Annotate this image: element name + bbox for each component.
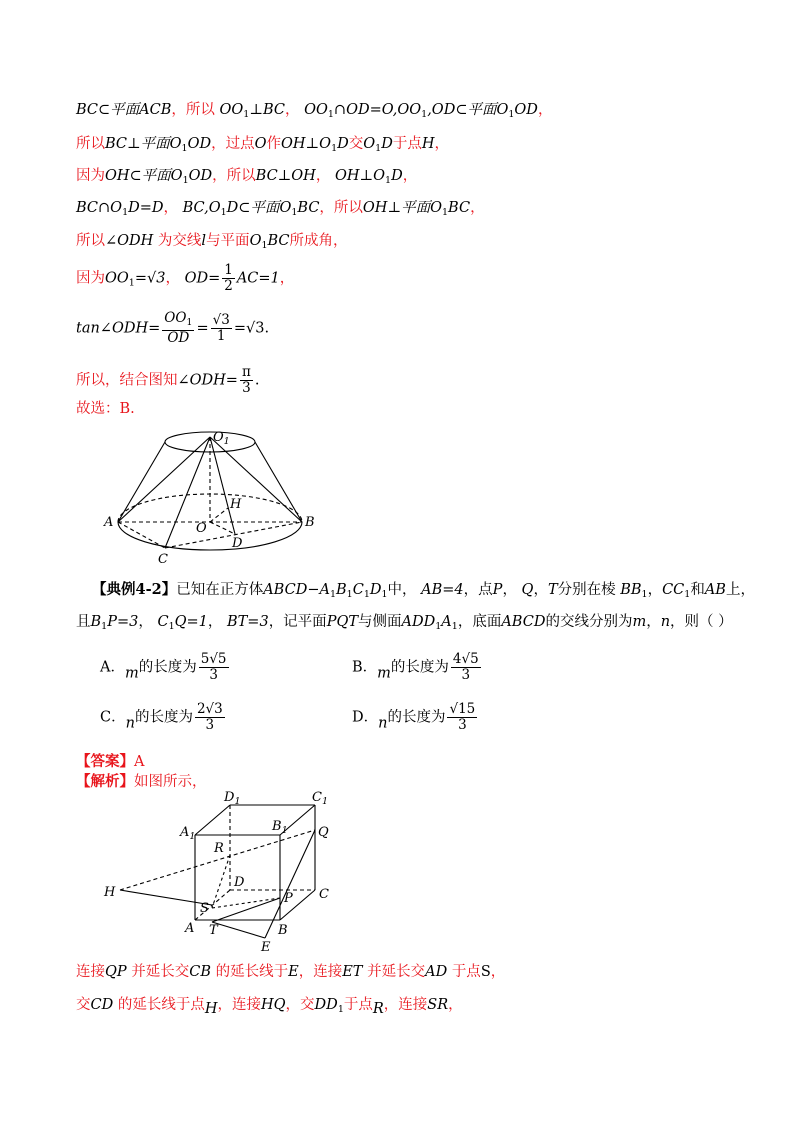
- frustum-figure: [100, 420, 330, 570]
- svg-text:P: P: [284, 891, 293, 906]
- svg-text:E: E: [261, 940, 271, 955]
- example-line-2: 且$B_1P=3$， $C_1Q=1$， BT=3，记平面PQT与侧面$ADD_1A_1$，底面ABCD的交线分别为m，n，则（ ）: [76, 614, 733, 632]
- svg-text:C: C: [319, 887, 329, 902]
- solution-line-5: 所以∠ODH 为交线l与平面$O_1BC$所成角，: [76, 233, 348, 251]
- answer-line: 【答案】A: [76, 753, 145, 770]
- bottom-ellipse-front: [118, 522, 302, 550]
- svg-text:T: T: [209, 923, 218, 938]
- solution2-line-1: 连接QP 并延长交CB 的延长线于E，连接ET 并延长交AD 于点S，: [76, 964, 506, 980]
- svg-text:S: S: [200, 901, 209, 916]
- svg-text:R: R: [214, 841, 224, 856]
- solution-line-3: 因为OH⊂平面$O_1OD$，所以BC⊥OH， $OH\perp O_1D$，: [76, 168, 418, 186]
- svg-text:A: A: [104, 515, 114, 530]
- svg-text:O1: $O_1$: [213, 430, 230, 447]
- svg-text:D1: $D_1$: [224, 790, 241, 807]
- svg-text:H: H: [104, 885, 116, 900]
- svg-text:B: B: [278, 923, 288, 938]
- svg-text:C1: $C_1$: [312, 790, 328, 807]
- cube-figure: [100, 790, 360, 960]
- svg-text:C: C: [158, 552, 168, 567]
- option-a[interactable]: A．m的长度为 $\frac{5√5}{3}$: [100, 651, 227, 683]
- option-d[interactable]: D．n的长度为 $\frac{√15}{3}$: [352, 701, 476, 733]
- solution-line-7: tan∠ODH= $\frac{OO_1}{OD}$ = $\frac{√3}{1}$ =√3.: [76, 310, 270, 346]
- option-b[interactable]: B．m的长度为 $\frac{4√5}{3}$: [352, 651, 479, 683]
- solution-line-6: 因为$OO_1=√3$， OD= $\frac{1}{2}$ AC=1，: [76, 262, 295, 294]
- answer-choice: 故选：B.: [76, 401, 135, 417]
- analysis-line: 【解析】如图所示，: [76, 773, 207, 790]
- svg-text:O: O: [196, 521, 207, 536]
- example-line-1: 【典例4-2】已知在正方体$ABCD-A_1B_1C_1D_1$中， AB=4，点P， Q，T分别在棱 $BB_1$，$CC_1$和AB上，: [92, 581, 755, 600]
- svg-text:D: D: [234, 875, 245, 890]
- solution-line-1: BC⊂平面ACB，所以 $OO_1\perp BC$， $OO_1\cap OD=O,OO_1,OD\subset$平面$O_1OD$，: [76, 102, 553, 120]
- svg-text:A: A: [185, 921, 195, 936]
- svg-text:B: B: [305, 515, 315, 530]
- option-c[interactable]: C．n的长度为 $\frac{2√3}{3}$: [100, 701, 223, 733]
- svg-text:D: D: [232, 536, 243, 551]
- svg-text:Q: Q: [318, 825, 329, 840]
- solution-line-4: $BC\cap O_1D=D$， $BC,O_1D\subset$平面$O_1BC$，所以OH⊥平面$O_1BC$，: [76, 200, 485, 218]
- svg-text:B1: $B_1$: [272, 819, 288, 836]
- svg-text:A1: $A_1$: [180, 825, 196, 842]
- solution-line-8: 所以，结合图知∠ODH= $\frac{\pi}{3}$ .: [76, 364, 260, 396]
- solution-line-2: 所以BC⊥平面$O_1OD$，过点O作$OH\perp O_1D$交$O_1D$于点H，: [76, 136, 449, 154]
- top-ellipse: [165, 432, 255, 452]
- solution2-line-2: 交CD 的延长线于点H，连接HQ，交$DD_1$于点R，连接SR，: [76, 997, 463, 1017]
- svg-text:H: H: [230, 497, 242, 512]
